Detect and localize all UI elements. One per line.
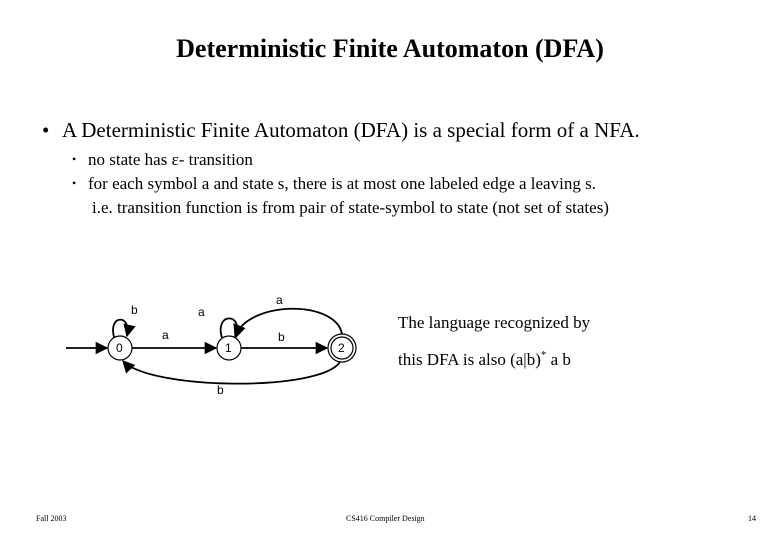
bullet-marker: • <box>72 176 77 190</box>
state-0-label: 0 <box>116 341 123 355</box>
language-note-suffix: a b <box>546 350 571 369</box>
footer-page-number: 14 <box>748 514 756 523</box>
edge-2-0-label: b <box>217 383 224 397</box>
edge-0-0 <box>113 320 128 337</box>
state-2-label: 2 <box>338 341 345 355</box>
edge-1-2-label: b <box>278 330 285 344</box>
sub-bullet-deterministic-text: for each symbol a and state s, there is at most one labeled edge a leaving s. <box>88 174 596 193</box>
language-note-prefix: this DFA is also (a|b) <box>398 350 541 369</box>
edge-0-0-label: b <box>131 303 138 317</box>
state-1-label: 1 <box>225 341 232 355</box>
sub-bullet-epsilon-text: no state has ε- transition <box>88 150 253 169</box>
footer-course: CS416 Compiler Design <box>346 514 425 523</box>
main-bullet-text: A Deterministic Finite Automaton (DFA) is a special form of a NFA. <box>62 118 640 142</box>
edge-0-1-label: a <box>162 328 169 342</box>
language-note-line2 <box>398 349 571 370</box>
footer-date: Fall 2003 <box>36 514 67 523</box>
kleene-star: * <box>540 349 547 361</box>
slide-title: Deterministic Finite Automaton (DFA) <box>176 34 604 63</box>
bullet-marker: • <box>72 152 77 166</box>
edge-2-0 <box>123 361 340 384</box>
bullet-marker: • <box>42 118 50 142</box>
edge-1-1-label: a <box>198 305 205 319</box>
language-note-line1: The language recognized by <box>398 313 591 332</box>
edge-2-1 <box>235 309 342 336</box>
edge-2-1-label: a <box>276 293 283 307</box>
sub-bullet-continuation: i.e. transition function is from pair of state-symbol to state (not set of states) <box>92 198 609 217</box>
